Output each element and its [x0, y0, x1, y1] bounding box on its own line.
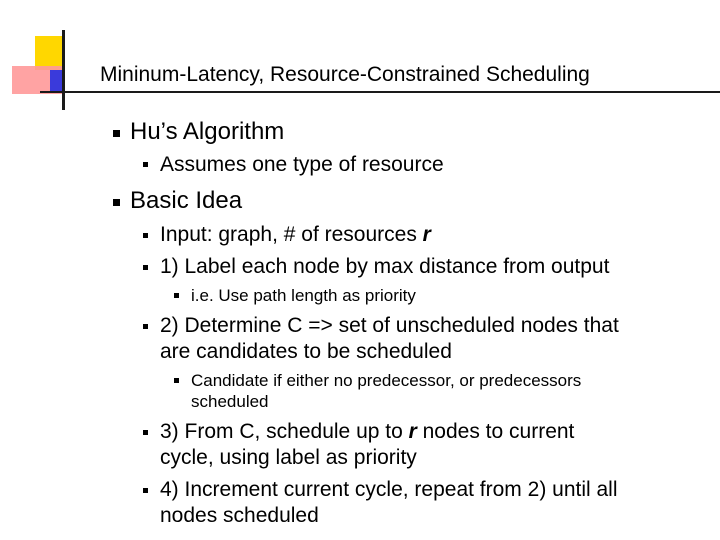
step2-sub-line1: Candidate if either no predecessor, or predecessors [191, 371, 582, 390]
step2-sub-item [191, 370, 581, 412]
assumes-item: Assumes one type of resource [160, 153, 444, 176]
input-r-variable: r [422, 223, 431, 246]
slide-logo [0, 0, 100, 120]
step3-item [160, 419, 574, 471]
step3-r-variable: r [408, 420, 417, 443]
bullet-square-icon [143, 430, 148, 435]
step3-text-suffix: nodes to current [416, 420, 575, 443]
logo-yellow-square [35, 36, 63, 70]
step2-sub-line2: scheduled [191, 392, 269, 411]
slide-title: Mininum-Latency, Resource-Constrained Scheduling [100, 63, 590, 86]
step3-text: 3) From C, schedule up to [160, 420, 409, 443]
bullet-square-icon [143, 488, 148, 493]
bullet-square-icon [113, 199, 120, 206]
step1-item: 1) Label each node by max distance from output [160, 255, 610, 278]
input-text: Input: graph, # of resources [160, 223, 423, 246]
step4-item [160, 477, 618, 529]
bullet-square-icon [143, 162, 148, 167]
hu-algorithm-heading: Hu’s Algorithm [130, 118, 285, 145]
bullet-square-icon [174, 378, 179, 383]
step4-line1: 4) Increment current cycle, repeat from 2) until all [160, 478, 618, 501]
step2-item [160, 313, 619, 365]
step3-line2: cycle, using label as priority [160, 446, 417, 469]
bullet-square-icon [113, 130, 120, 137]
step2-line1: 2) Determine C => set of unscheduled nodes that [160, 314, 619, 337]
step4-line2: nodes scheduled [160, 504, 319, 527]
step1-sub-item: i.e. Use path length as priority [191, 286, 416, 305]
basic-idea-heading: Basic Idea [130, 187, 243, 214]
logo-vertical-line [62, 30, 65, 110]
step2-line2: are candidates to be scheduled [160, 340, 452, 363]
bullet-square-icon [143, 233, 148, 238]
bullet-square-icon [174, 293, 179, 298]
bullet-square-icon [143, 265, 148, 270]
bullet-square-icon [143, 324, 148, 329]
title-underline [40, 91, 720, 93]
step3-line1 [160, 419, 574, 445]
input-item [160, 222, 431, 248]
